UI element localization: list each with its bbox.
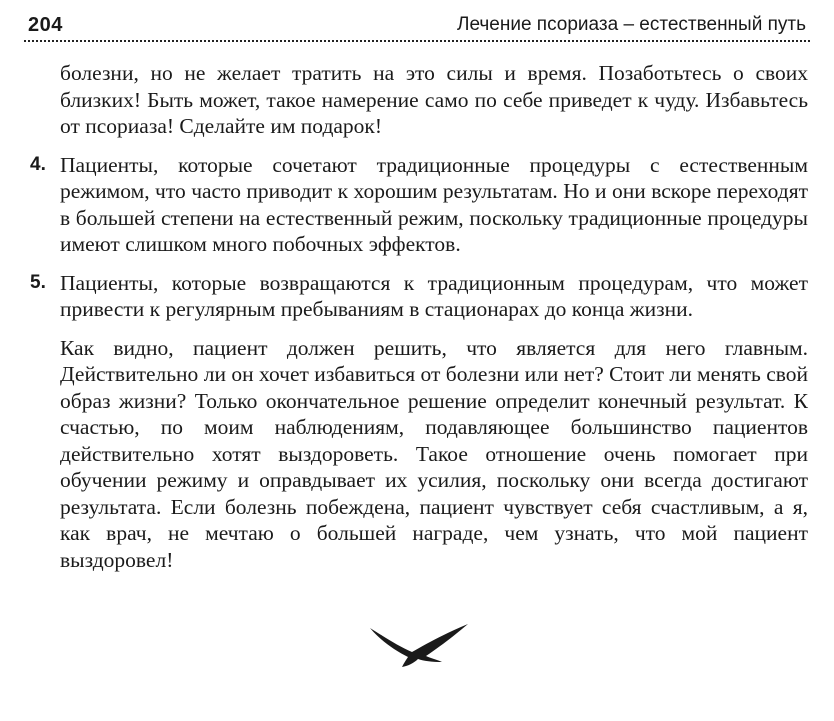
continuation-paragraph: болезни, но не желает тратить на это силы и время. Позаботьтесь о своих близких! Быть может, такое намерение само по себе приведет к чуду. Избавьтесь от псориаза! Сделайте им подарок! xyxy=(60,61,808,138)
bird-icon xyxy=(368,622,472,668)
list-item-text: Пациенты, которые сочетают традиционные процедуры с естественным режимом, что часто приводит к хорошим результатам. Но и они вскоре переходят в большей степени на естественный режим, поскольку традиционные процедуры имеют слишком много побочных эффектов. xyxy=(60,152,808,256)
list-item-number: 5. xyxy=(30,271,46,293)
page-header xyxy=(24,10,810,42)
page-number: 204 xyxy=(28,14,63,36)
running-title: Лечение псориаза – естественный путь xyxy=(456,14,806,35)
list-item-text: Пациенты, которые возвращаются к традиционным процедурам, что может привести к регулярным пребываниям в стационарах до конца жизни. xyxy=(60,270,808,321)
page-body xyxy=(30,60,808,573)
list-item xyxy=(30,152,808,258)
list-item xyxy=(30,270,808,323)
list-item-number: 4. xyxy=(30,153,46,175)
closing-paragraph: Как видно, пациент должен решить, что является для него главным. Действительно ли он хочет избавиться от болезни или нет? Стоит ли менять свой образ жизни? Только окончательное решение определит конечный результат. К счастью, по моим наблюдениям, подавляющее большинство пациентов действительно хотят выздороветь. Такое отношение очень помогает при обучении режиму и оправдывает их усилия, поскольку они всегда достигают результата. Если болезнь побеждена, пациент чувствует себя счастливым, а я, как врач, не мечтаю о большей награде, чем узнать, что мой пациент выздоровел! xyxy=(60,335,808,572)
